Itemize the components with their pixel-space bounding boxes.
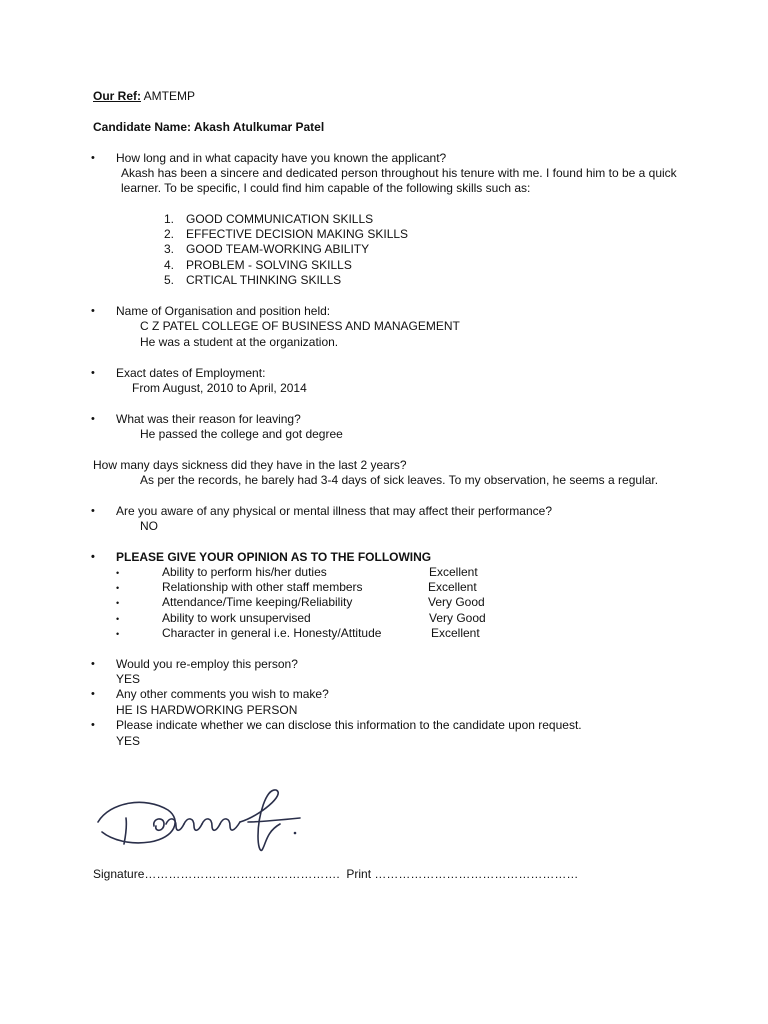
bullet: • [91, 658, 95, 670]
opinion-row-rating: Excellent [429, 565, 478, 579]
skill-item: EFFECTIVE DECISION MAKING SKILLS [186, 227, 409, 241]
q9-question: Please indicate whether we can disclose this information to the candidate upon request. [116, 718, 582, 732]
q9-answer: YES [116, 734, 141, 748]
our-ref [93, 89, 195, 104]
bullet: • [91, 367, 95, 379]
skill-number: 3. [163, 242, 174, 256]
q4-question: What was their reason for leaving? [116, 412, 301, 426]
opinion-row-rating: Excellent [428, 580, 477, 594]
bullet: • [91, 551, 95, 563]
opinion-heading: PLEASE GIVE YOUR OPINION AS TO THE FOLLOWING [116, 550, 432, 564]
skill-item: PROBLEM - SOLVING SKILLS [186, 258, 352, 272]
footer [93, 867, 578, 882]
print-line: …………………………………………… [374, 867, 579, 881]
skill-number: 1. [163, 212, 174, 226]
q1-answer-line2: learner. To be specific, I could find him capable of the following skills such as: [121, 181, 531, 195]
handwritten-signature [90, 788, 310, 858]
q1-answer-line1: Akash has been a sincere and dedicated person throughout his tenure with me. I found him to be a quick [121, 166, 677, 180]
bullet: • [116, 583, 120, 593]
q8-answer: HE IS HARDWORKING PERSON [116, 703, 298, 717]
skill-item: GOOD TEAM-WORKING ABILITY [186, 242, 370, 256]
q3-question: Exact dates of Employment: [116, 366, 266, 380]
q6-answer: NO [140, 519, 158, 533]
bullet: • [116, 614, 120, 624]
q4-answer: He passed the college and got degree [140, 427, 343, 441]
opinion-row-rating: Excellent [431, 626, 480, 640]
signature-label: Signature [93, 867, 145, 881]
bullet: • [116, 568, 120, 578]
candidate-name-value: Akash Atulkumar Patel [193, 120, 325, 134]
q6-question: Are you aware of any physical or mental illness that may affect their performance? [116, 504, 552, 518]
our-ref-label: Our Ref: [93, 89, 141, 103]
q2-question: Name of Organisation and position held: [116, 304, 331, 318]
skill-item: GOOD COMMUNICATION SKILLS [186, 212, 374, 226]
print-label: Print [346, 867, 372, 881]
candidate-name-label: Candidate Name: [93, 120, 192, 134]
q2-answer-line2: He was a student at the organization. [140, 335, 339, 349]
q7-answer: YES [116, 672, 141, 686]
q2-answer-line1: C Z PATEL COLLEGE OF BUSINESS AND MANAGEMENT [140, 319, 460, 333]
bullet: • [91, 719, 95, 731]
bullet: • [116, 629, 120, 639]
signature-line: …………………………………………. [144, 867, 340, 881]
skill-number: 4. [163, 258, 174, 272]
our-ref-value: AMTEMP [143, 89, 196, 103]
candidate-name [93, 120, 324, 135]
opinion-row-label: Ability to work unsupervised [162, 611, 311, 625]
skill-number: 5. [163, 273, 174, 287]
opinion-row-rating: Very Good [428, 595, 485, 609]
bullet: • [91, 505, 95, 517]
bullet: • [91, 305, 95, 317]
q5-answer: As per the records, he barely had 3-4 days of sick leaves. To my observation, he seems a regular. [140, 473, 659, 487]
bullet: • [116, 598, 120, 608]
q5-question: How many days sickness did they have in the last 2 years? [93, 458, 407, 472]
q1-question: How long and in what capacity have you known the applicant? [116, 151, 447, 165]
skill-item: CRTICAL THINKING SKILLS [186, 273, 342, 287]
bullet: • [91, 688, 95, 700]
bullet: • [91, 413, 95, 425]
q8-question: Any other comments you wish to make? [116, 687, 329, 701]
opinion-row-label: Character in general i.e. Honesty/Attitude [162, 626, 382, 640]
q7-question: Would you re-employ this person? [116, 657, 298, 671]
opinion-row-label: Relationship with other staff members [162, 580, 363, 594]
opinion-row-rating: Very Good [429, 611, 486, 625]
skill-number: 2. [163, 227, 174, 241]
bullet: • [91, 152, 95, 164]
opinion-row-label: Attendance/Time keeping/Reliability [162, 595, 353, 609]
opinion-row-label: Ability to perform his/her duties [162, 565, 327, 579]
q3-answer: From August, 2010 to April, 2014 [132, 381, 307, 395]
